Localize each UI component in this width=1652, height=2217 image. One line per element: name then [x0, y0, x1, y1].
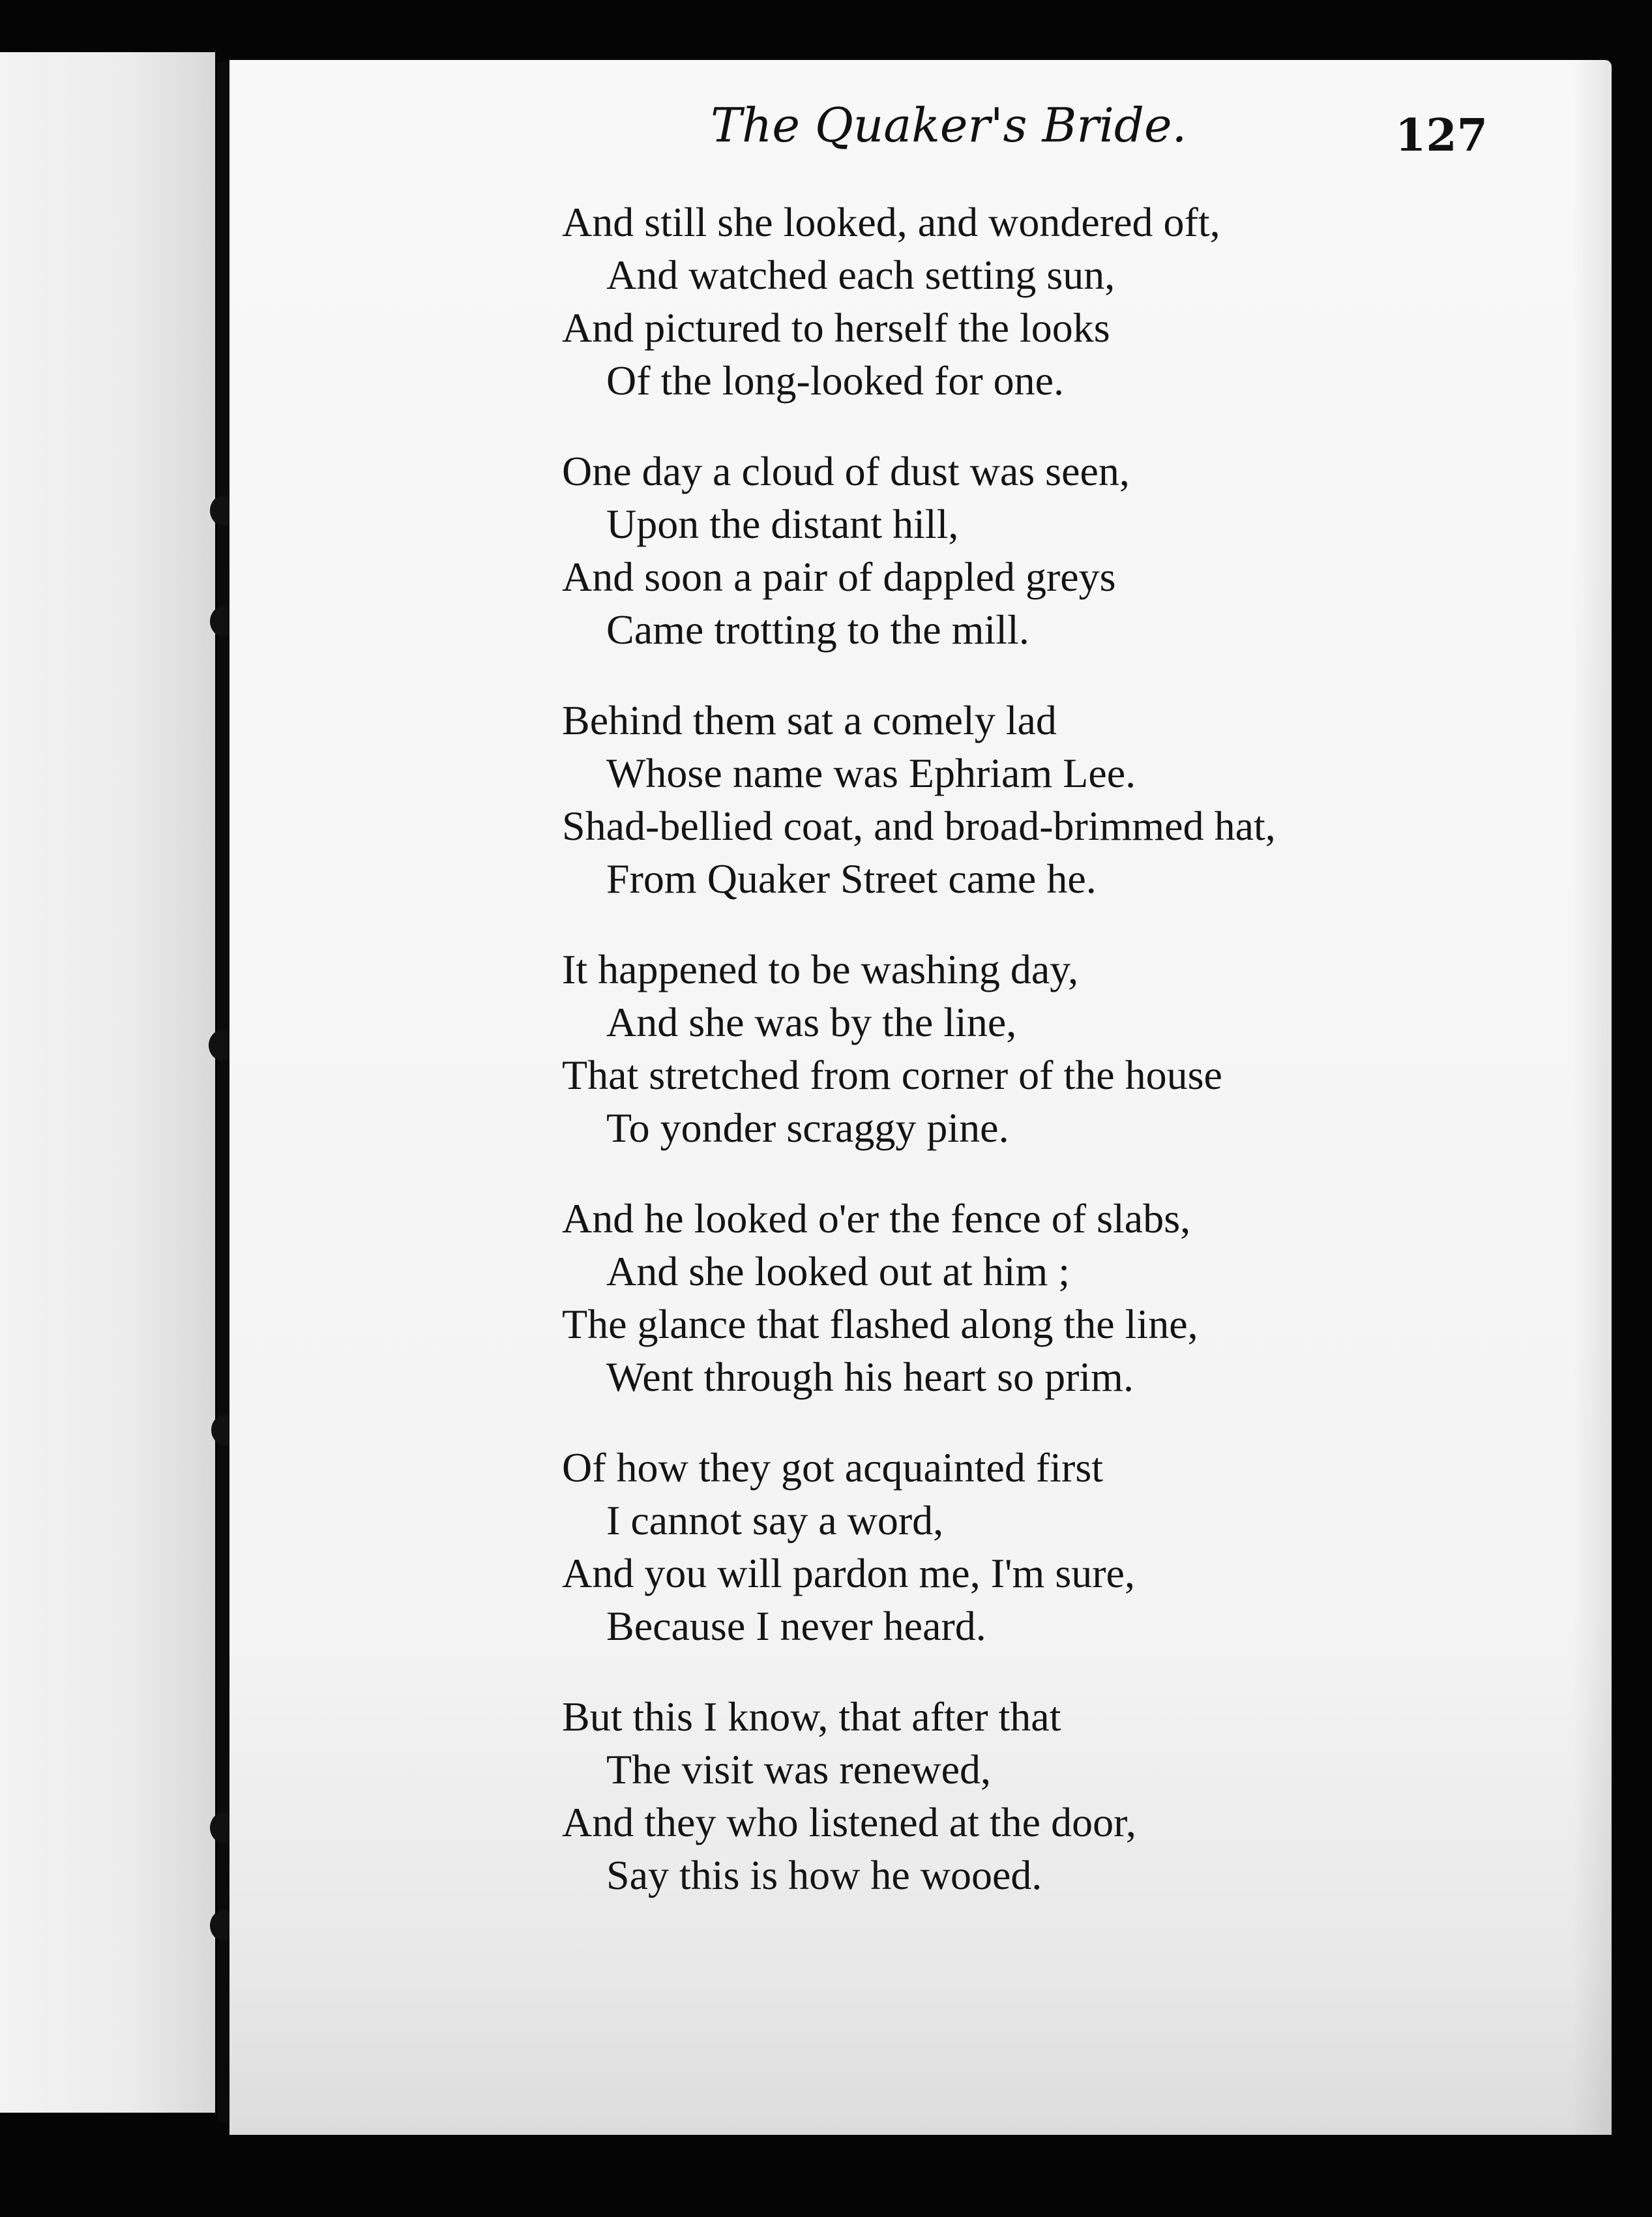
poem-line: One day a cloud of dust was seen,	[562, 448, 1130, 494]
poem-line: And she looked out at him ;	[606, 1248, 1070, 1294]
poem-line: And you will pardon me, I'm sure,	[562, 1550, 1135, 1596]
poem-line: And soon a pair of dappled greys	[562, 554, 1116, 600]
poem-body	[562, 196, 1423, 1939]
poem-line: To yonder scraggy pine.	[606, 1105, 1009, 1151]
poem-line: Because I never heard.	[606, 1603, 986, 1649]
poem-line: Say this is how he wooed.	[606, 1852, 1042, 1898]
stanza	[562, 445, 1423, 656]
poem-line: Whose name was Ephriam Lee.	[606, 750, 1136, 796]
poem-line: Of how they got acquainted first	[562, 1444, 1103, 1491]
page-edge-shadow	[1572, 60, 1612, 2135]
poem-line: That stretched from corner of the house	[562, 1052, 1222, 1098]
poem-line: And she was by the line,	[606, 999, 1017, 1045]
poem-line: Behind them sat a comely lad	[562, 697, 1057, 743]
poem-line: Shad-bellied coat, and broad-brimmed hat,	[562, 803, 1276, 849]
running-title: The Quaker's Bride.	[711, 98, 1187, 153]
poem-line: But this I know, that after that	[562, 1693, 1061, 1740]
poem-line: And still she looked, and wondered oft,	[562, 199, 1220, 245]
poem-line: I cannot say a word,	[606, 1497, 944, 1543]
poem-line: Of the long-looked for one.	[606, 357, 1065, 404]
poem-line: And they who listened at the door,	[562, 1799, 1136, 1845]
poem-line: Went through his heart so prim.	[606, 1354, 1134, 1400]
stanza	[562, 1690, 1423, 1901]
stanza	[562, 694, 1423, 905]
poem-line: The glance that flashed along the line,	[562, 1301, 1198, 1347]
poem-line: And he looked o'er the fence of slabs,	[562, 1195, 1191, 1242]
poem-line: And pictured to herself the looks	[562, 305, 1110, 351]
poem-line: Upon the distant hill,	[606, 501, 959, 547]
stanza	[562, 1192, 1423, 1403]
stanza	[562, 196, 1423, 407]
poem-line: It happened to be washing day,	[562, 946, 1079, 992]
poem-line: From Quaker Street came he.	[606, 856, 1097, 902]
poem-line: Came trotting to the mill.	[606, 606, 1029, 653]
poem-line: And watched each setting sun,	[606, 252, 1115, 298]
stanza	[562, 943, 1423, 1154]
facing-page-edge	[0, 52, 215, 2113]
page-number: 127	[1395, 110, 1488, 162]
poem-line: The visit was renewed,	[606, 1746, 992, 1793]
stanza	[562, 1441, 1423, 1652]
